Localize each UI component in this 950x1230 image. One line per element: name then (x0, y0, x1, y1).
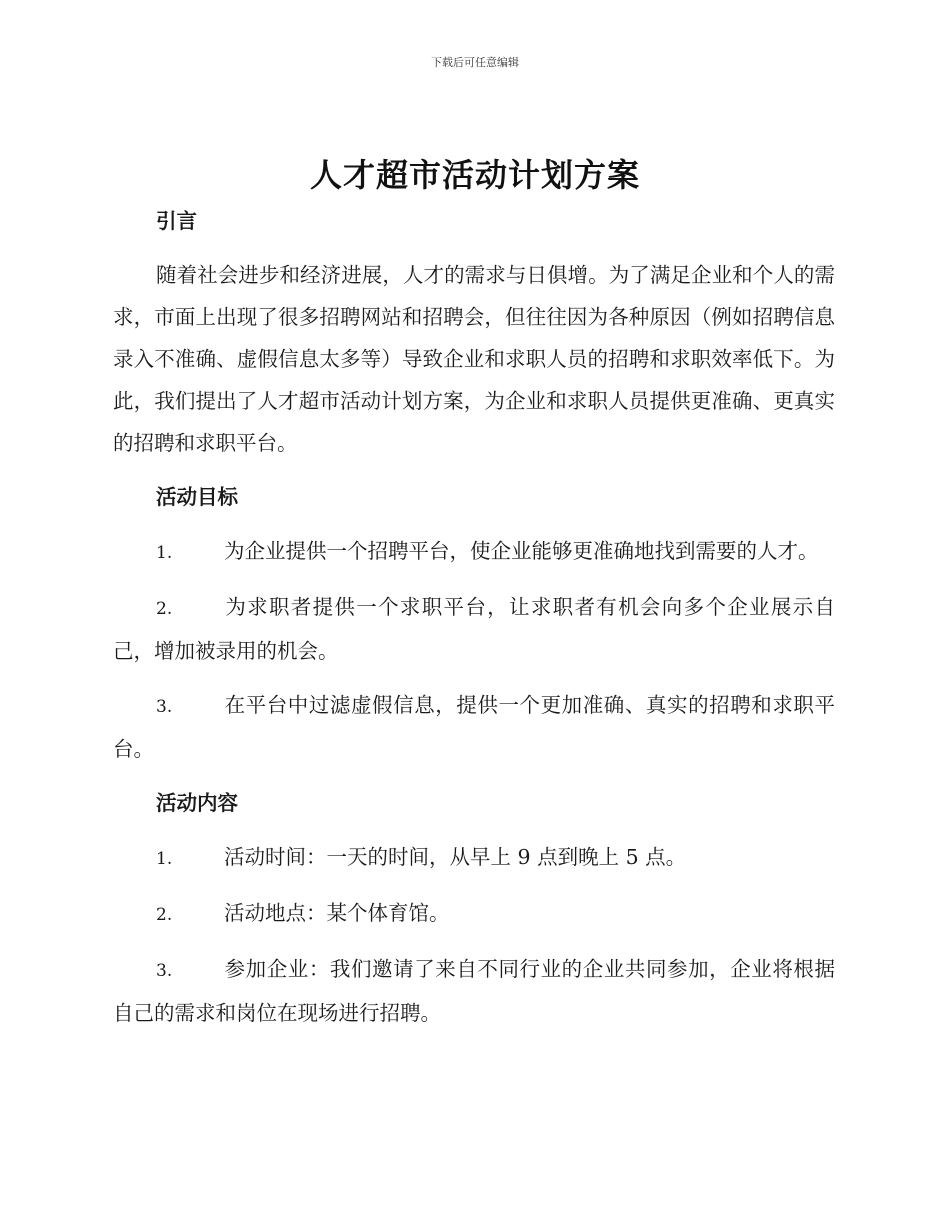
document-body (113, 200, 835, 1034)
list-text: 在平台中过滤虚假信息，提供一个更加准确、真实的招聘和求职平台。 (113, 693, 835, 761)
list-number: 2. (156, 599, 173, 619)
section-heading-goals: 活动目标 (156, 485, 238, 509)
list-item (113, 836, 835, 880)
list-number: 1. (156, 849, 173, 869)
list-text: 活动地点：某个体育馆。 (224, 901, 450, 925)
list-item (113, 684, 835, 770)
list-text: 活动时间：一天的时间，从早上 9 点到晚上 5 点。 (224, 845, 687, 869)
section-heading-intro: 引言 (156, 209, 197, 233)
list-item (113, 892, 835, 936)
list-number: 3. (156, 697, 173, 717)
list-text: 为企业提供一个招聘平台，使企业能够更准确地找到需要的人才。 (224, 539, 819, 563)
list-text: 为求职者提供一个求职平台，让求职者有机会向多个企业展示自己，增加被录用的机会。 (113, 595, 835, 663)
list-text: 参加企业：我们邀请了来自不同行业的企业共同参加，企业将根据自己的需求和岗位在现场进行招聘。 (113, 957, 835, 1025)
document-title: 人才超市活动计划方案 (309, 156, 640, 194)
list-item (113, 530, 835, 574)
section-heading-content: 活动内容 (156, 791, 238, 815)
intro-paragraph: 随着社会进步和经济进展，人才的需求与日俱增。为了满足企业和个人的需求，市面上出现了很多招聘网站和招聘会，但往往因为各种原因（例如招聘信息录入不准确、虚假信息太多等）导致企业和求职人员的招聘和求职效率低下。为此，我们提出了人才超市活动计划方案，为企业和求职人员提供更准确、更真实的招聘和求职平台。 (113, 263, 835, 455)
list-number: 3. (156, 961, 173, 981)
list-item (113, 586, 835, 672)
list-item (113, 948, 835, 1034)
list-number: 1. (156, 543, 173, 563)
header-note: 下载后可任意编辑 (431, 56, 519, 69)
list-number: 2. (156, 905, 173, 925)
